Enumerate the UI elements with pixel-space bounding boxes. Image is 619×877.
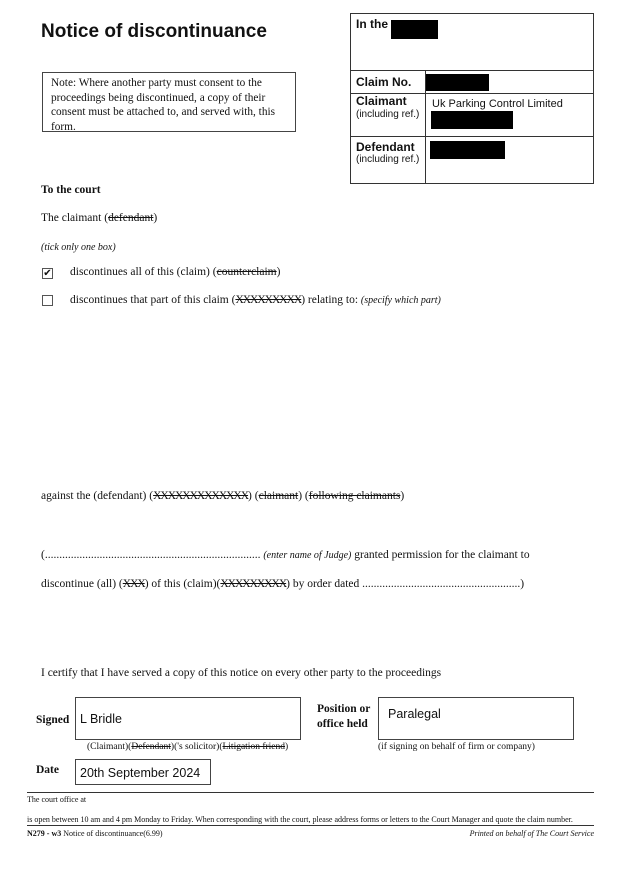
tick-instruction: (tick only one box) bbox=[41, 242, 116, 253]
consent-note: Note: Where another party must consent to the proceedings being discontinued, a copy of their consent must be attached to, and served with, this form. bbox=[42, 72, 296, 132]
judge-suffix: granted permission for the claimant to bbox=[354, 549, 530, 561]
position-field[interactable]: Paralegal bbox=[378, 697, 574, 740]
discontinue-all-checkbox[interactable]: ✔ bbox=[43, 268, 52, 279]
form-code: N279 - w3 bbox=[27, 829, 62, 838]
struck-defendant: defendant bbox=[108, 212, 154, 224]
court-office-at: The court office at bbox=[27, 795, 87, 804]
position-label-1: Position or bbox=[317, 703, 371, 715]
discontinue-order-line bbox=[41, 578, 524, 590]
claim-no-redaction bbox=[426, 74, 489, 91]
judge-dots: (........................................................................... bbox=[41, 549, 261, 561]
option-all-end: ) bbox=[276, 266, 281, 278]
position-label-2: office held bbox=[317, 718, 368, 730]
claimant-row bbox=[351, 94, 593, 137]
struck-against-x: XXXXXXXXXXXXX bbox=[153, 490, 249, 502]
option-all-text bbox=[70, 266, 280, 278]
judge-instruction: (enter name of Judge) bbox=[263, 550, 352, 561]
claimant-value: Uk Parking Control Limited bbox=[432, 98, 563, 110]
defendant-redaction bbox=[430, 141, 505, 159]
date-field[interactable]: 20th September 2024 bbox=[75, 759, 211, 785]
court-opening-hours: is open between 10 am and 4 pm Monday to Friday. When corresponding with the court, please address forms or letters to the Court Manager and quote the claim number. bbox=[27, 815, 573, 824]
claim-no-label: Claim No. bbox=[356, 75, 412, 89]
struck-part-x: XXXXXXXXX bbox=[235, 294, 302, 306]
struck-following-claimants: following claimants bbox=[308, 490, 401, 502]
claimant-ref-redaction bbox=[431, 111, 513, 129]
to-the-court-heading: To the court bbox=[41, 184, 101, 196]
against-end: ) bbox=[400, 490, 405, 502]
against-prefix: against the (defendant) ( bbox=[41, 490, 154, 502]
claimant-line bbox=[41, 212, 157, 224]
printed-on-behalf: Printed on behalf of The Court Service bbox=[469, 829, 594, 838]
struck-disc-x2: XXXXXXXXX bbox=[220, 578, 287, 590]
footer-rule-bottom bbox=[27, 825, 594, 826]
specify-instruction: (specify which part) bbox=[360, 295, 441, 306]
judge-line bbox=[41, 549, 530, 561]
defendant-ref-label: (including ref.) bbox=[356, 154, 420, 165]
roles-prefix: (Claimant)( bbox=[87, 742, 132, 752]
signed-label: Signed bbox=[36, 714, 70, 726]
struck-defendant-role: Defendant bbox=[131, 742, 171, 752]
form-reference bbox=[27, 829, 163, 838]
disc-mid: ) of this (claim)( bbox=[144, 578, 221, 590]
roles-mid: )('s solicitor)( bbox=[170, 742, 223, 752]
court-name-redaction bbox=[391, 20, 438, 39]
claimant-suffix: ) bbox=[153, 212, 158, 224]
against-mid2: ) ( bbox=[298, 490, 309, 502]
case-header-table bbox=[350, 13, 594, 184]
claimant-ref-label: (including ref.) bbox=[356, 109, 420, 120]
claimant-prefix: The claimant ( bbox=[41, 212, 109, 224]
in-the-label: In the bbox=[356, 17, 388, 31]
disc-suffix: ) by order dated .......................................................) bbox=[286, 578, 525, 590]
date-label: Date bbox=[36, 764, 59, 776]
option-all-label: discontinues all of this (claim) ( bbox=[70, 266, 217, 278]
certify-statement: I certify that I have served a copy of this notice on every other party to the proceedings bbox=[41, 667, 442, 679]
defendant-row bbox=[351, 137, 593, 184]
footer-rule-top bbox=[27, 792, 594, 793]
struck-counterclaim: counterclaim bbox=[216, 266, 277, 278]
option-part-label: discontinues that part of this claim ( bbox=[70, 294, 236, 306]
form-title: Notice of discontinuance bbox=[41, 21, 267, 42]
disc-prefix: discontinue (all) ( bbox=[41, 578, 123, 590]
option-part-mid: ) relating to: bbox=[301, 294, 359, 306]
signature-field[interactable]: L Bridle bbox=[75, 697, 301, 740]
struck-disc-x1: XXX bbox=[122, 578, 145, 590]
struck-litigation-friend: Litigation friend bbox=[222, 742, 286, 752]
roles-end: ) bbox=[285, 742, 289, 752]
signatory-roles bbox=[87, 742, 288, 752]
struck-claimant: claimant bbox=[258, 490, 299, 502]
against-line bbox=[41, 490, 404, 502]
claim-no-row bbox=[351, 71, 593, 94]
against-mid1: ) ( bbox=[248, 490, 259, 502]
court-row bbox=[351, 14, 593, 71]
claimant-label: Claimant bbox=[356, 94, 407, 108]
defendant-label: Defendant bbox=[356, 140, 415, 154]
form-name: Notice of discontinuance(6.99) bbox=[63, 829, 163, 838]
firm-note: (if signing on behalf of firm or company) bbox=[378, 742, 535, 752]
discontinue-part-checkbox[interactable] bbox=[42, 295, 53, 306]
option-part-text bbox=[70, 294, 441, 306]
position-label bbox=[317, 702, 370, 732]
